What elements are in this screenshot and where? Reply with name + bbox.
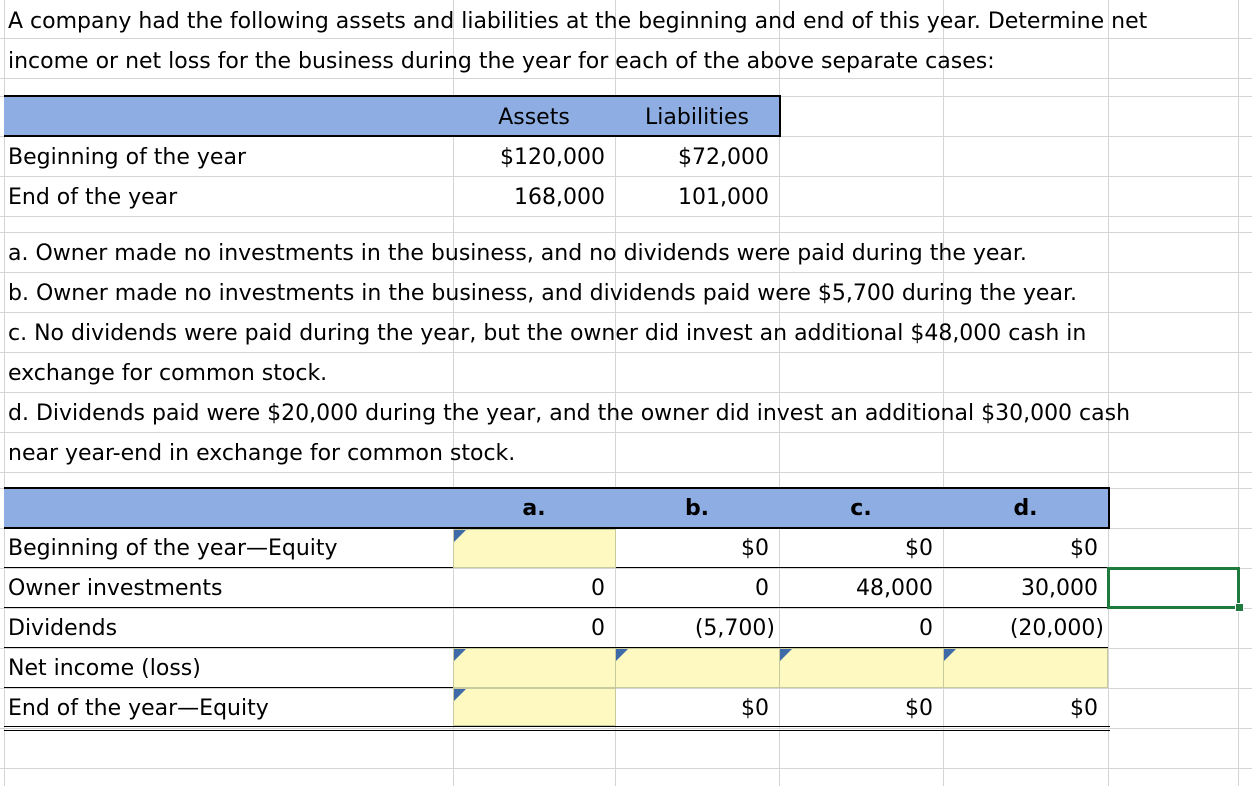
equity-row-label: Owner investments	[8, 576, 223, 601]
total-double-border-bottom	[4, 730, 1110, 731]
case-a-text: a. Owner made no investments in the business, and no dividends were paid during the year.	[8, 241, 1027, 266]
equity-row-label: Net income (loss)	[8, 656, 201, 681]
balance-cell-liabilities[interactable]: 101,000	[678, 185, 769, 210]
active-cell-selection[interactable]	[1107, 567, 1240, 609]
balance-top-border	[4, 95, 781, 97]
equity-cell-d[interactable]: $0	[1070, 696, 1098, 721]
header-case-b: b.	[684, 496, 710, 521]
input-cell-a-end-equity[interactable]	[453, 688, 616, 726]
equity-cell-c[interactable]: $0	[905, 536, 933, 561]
intro-line-1: A company had the following assets and liabilities at the beginning and end of this year. Determine net	[8, 9, 1148, 34]
header-assets: Assets	[498, 105, 570, 130]
equity-row-label: End of the year—Equity	[8, 696, 269, 721]
input-cell-b-net-income[interactable]	[615, 648, 780, 688]
equity-cell-b[interactable]: $0	[741, 536, 769, 561]
header-case-d: d.	[1013, 496, 1038, 521]
balance-row-label: End of the year	[8, 185, 178, 210]
input-cell-d-net-income[interactable]	[943, 648, 1108, 688]
balance-row-label: Beginning of the year	[8, 145, 246, 170]
equity-cell-a[interactable]: 0	[591, 616, 605, 641]
case-c-text-line-1: c. No dividends were paid during the year, but the owner did invest an additional $48,000 cash in	[8, 321, 1087, 346]
equity-cell-d[interactable]: (20,000)	[1009, 616, 1104, 641]
comment-indicator	[454, 649, 466, 661]
equity-cell-c[interactable]: 48,000	[856, 576, 933, 601]
case-b-text: b. Owner made no investments in the business, and dividends paid were $5,700 during the year.	[8, 281, 1077, 306]
balance-header-right-border	[779, 95, 781, 137]
case-c-text-line-2: exchange for common stock.	[8, 361, 328, 386]
equity-cell-d[interactable]: $0	[1070, 536, 1098, 561]
header-liabilities: Liabilities	[645, 105, 749, 130]
intro-line-2: income or net loss for the business during the year for each of the above separate cases:	[8, 49, 995, 74]
comment-indicator	[780, 649, 792, 661]
balance-cell-assets[interactable]: $120,000	[500, 145, 605, 170]
fill-handle[interactable]	[1235, 603, 1244, 612]
comment-indicator	[454, 530, 466, 542]
balance-cell-liabilities[interactable]: $72,000	[678, 145, 769, 170]
equity-cell-a[interactable]: 0	[591, 576, 605, 601]
case-d-text-line-1: d. Dividends paid were $20,000 during the year, and the owner did invest an additional $30,000 cash	[8, 401, 1131, 426]
equity-cell-b[interactable]: (5,700)	[694, 616, 775, 641]
header-case-c: c.	[850, 496, 872, 521]
equity-row-label: Dividends	[8, 616, 118, 641]
comment-indicator	[944, 649, 956, 661]
equity-header-right-border	[1108, 487, 1110, 529]
header-case-a: a.	[522, 496, 546, 521]
comment-indicator	[616, 649, 628, 661]
equity-row-label: Beginning of the year—Equity	[8, 536, 338, 561]
comment-indicator	[454, 689, 466, 701]
input-cell-c-net-income[interactable]	[779, 648, 944, 688]
equity-cell-b[interactable]: 0	[755, 576, 769, 601]
case-d-text-line-2: near year-end in exchange for common stock.	[8, 441, 516, 466]
balance-cell-assets[interactable]: 168,000	[514, 185, 605, 210]
equity-cell-b[interactable]: $0	[741, 696, 769, 721]
equity-cell-c[interactable]: $0	[905, 696, 933, 721]
input-cell-a-beginning-equity[interactable]	[453, 529, 616, 568]
equity-cell-d[interactable]: 30,000	[1021, 576, 1098, 601]
equity-cell-c[interactable]: 0	[919, 616, 933, 641]
input-cell-a-net-income[interactable]	[453, 648, 616, 688]
